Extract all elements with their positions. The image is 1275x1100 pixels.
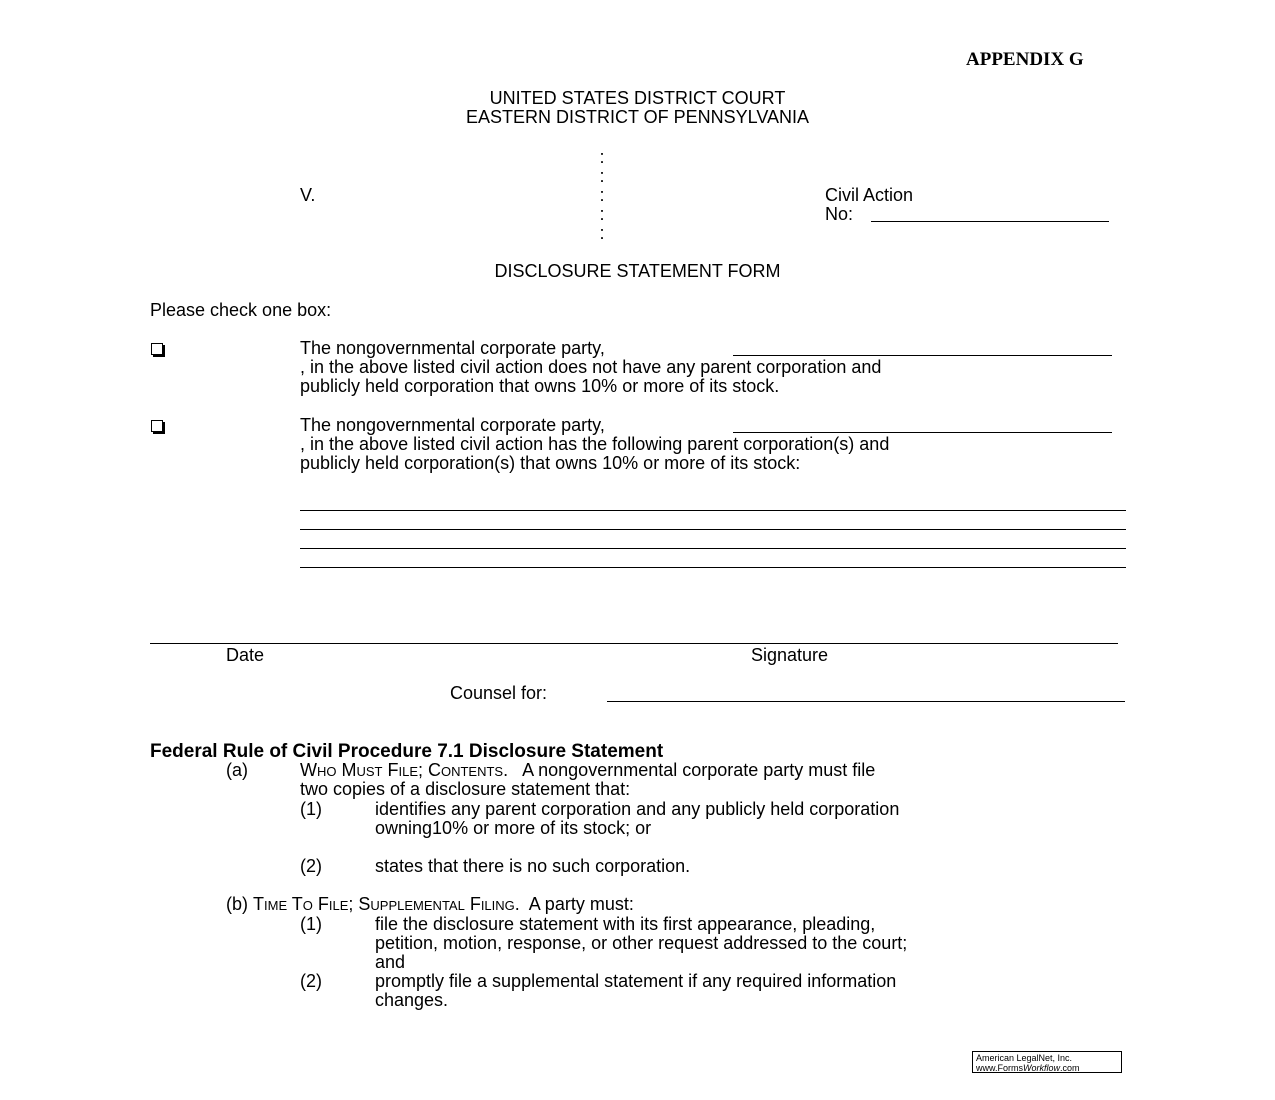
option2-line3: publicly held corporation(s) that owns 10% or more of its stock: xyxy=(300,453,801,473)
case-number-field[interactable] xyxy=(871,221,1109,222)
footer-stamp-suffix: .com xyxy=(1060,1063,1080,1073)
option2-line2: , in the above listed civil action has the following parent corporation(s) and xyxy=(300,434,890,454)
rule-b2-marker: (2) xyxy=(300,971,322,991)
caption-colon: : xyxy=(599,166,605,186)
rule-b1-line1: file the disclosure statement with its first appearance, pleading, xyxy=(375,914,876,934)
signature-label: Signature xyxy=(751,645,829,665)
rule-b1-line3: and xyxy=(375,952,406,972)
rule-a1-line1: identifies any parent corporation and any publicly held corporation xyxy=(375,799,900,819)
rule-b-title: Time To File; Supplemental Filing. xyxy=(253,894,520,914)
rule-b-marker: (b) xyxy=(226,894,248,914)
court-name: UNITED STATES DISTRICT COURT xyxy=(489,88,786,108)
rule-a1-marker: (1) xyxy=(300,799,322,819)
counsel-field[interactable] xyxy=(607,701,1125,702)
caption-colon: : xyxy=(599,185,605,205)
corporation-line[interactable] xyxy=(300,510,1126,511)
footer-stamp-italic: Workflow xyxy=(1023,1063,1061,1073)
rule-b2-line2: changes. xyxy=(375,990,449,1010)
instruction-text: Please check one box: xyxy=(150,300,332,320)
form-title: DISCLOSURE STATEMENT FORM xyxy=(494,261,781,281)
corporation-line[interactable] xyxy=(300,567,1126,568)
caption-colon: : xyxy=(599,147,605,167)
option2-party-field[interactable] xyxy=(733,432,1112,433)
rule-a-text1: A nongovernmental corporate party must file xyxy=(522,760,876,780)
corporation-line[interactable] xyxy=(300,548,1126,549)
footer-stamp xyxy=(972,1051,1122,1073)
rule-heading: Federal Rule of Civil Procedure 7.1 Disclosure Statement xyxy=(150,741,664,762)
appendix-label: APPENDIX G xyxy=(966,49,1084,70)
option1-party-field[interactable] xyxy=(733,355,1112,356)
footer-stamp-line2 xyxy=(976,1063,1121,1073)
caption-colon: : xyxy=(599,204,605,224)
civil-action-label: Civil Action xyxy=(825,185,914,205)
rule-a-title: Who Must File; Contents. xyxy=(300,760,509,780)
footer-stamp-line1: American LegalNet, Inc. xyxy=(976,1053,1073,1063)
rule-a2-marker: (2) xyxy=(300,856,322,876)
counsel-label: Counsel for: xyxy=(450,683,548,703)
date-label: Date xyxy=(226,645,265,665)
court-district: EASTERN DISTRICT OF PENNSYLVANIA xyxy=(465,107,810,127)
rule-b-line xyxy=(226,895,634,914)
option1-line2: , in the above listed civil action does not have any parent corporation and xyxy=(300,357,882,377)
rule-b1-line2: petition, motion, response, or other request addressed to the court; xyxy=(375,933,908,953)
rule-b1-marker: (1) xyxy=(300,914,322,934)
caption-colon: : xyxy=(599,223,605,243)
rule-a2-line1: states that there is no such corporation. xyxy=(375,856,691,876)
rule-a-marker: (a) xyxy=(226,760,248,780)
rule-a-line2: two copies of a disclosure statement that: xyxy=(300,779,631,799)
corporation-line[interactable] xyxy=(300,529,1126,530)
caption-versus: V. xyxy=(300,185,316,205)
case-number-label: No: xyxy=(825,204,854,224)
rule-a1-line2: owning10% or more of its stock; or xyxy=(375,818,652,838)
option1-line1: The nongovernmental corporate party, xyxy=(300,338,605,358)
footer-stamp-prefix: www.Forms xyxy=(976,1063,1023,1073)
option1-line3: publicly held corporation that owns 10% or more of its stock. xyxy=(300,376,780,396)
rule-b2-line1: promptly file a supplemental statement if any required information xyxy=(375,971,897,991)
date-signature-line[interactable] xyxy=(150,643,1118,644)
rule-a-line1 xyxy=(300,761,875,780)
option2-line1: The nongovernmental corporate party, xyxy=(300,415,605,435)
option1-checkbox[interactable] xyxy=(151,343,163,355)
rule-b-text: A party must: xyxy=(528,894,634,914)
option2-checkbox[interactable] xyxy=(151,420,163,432)
